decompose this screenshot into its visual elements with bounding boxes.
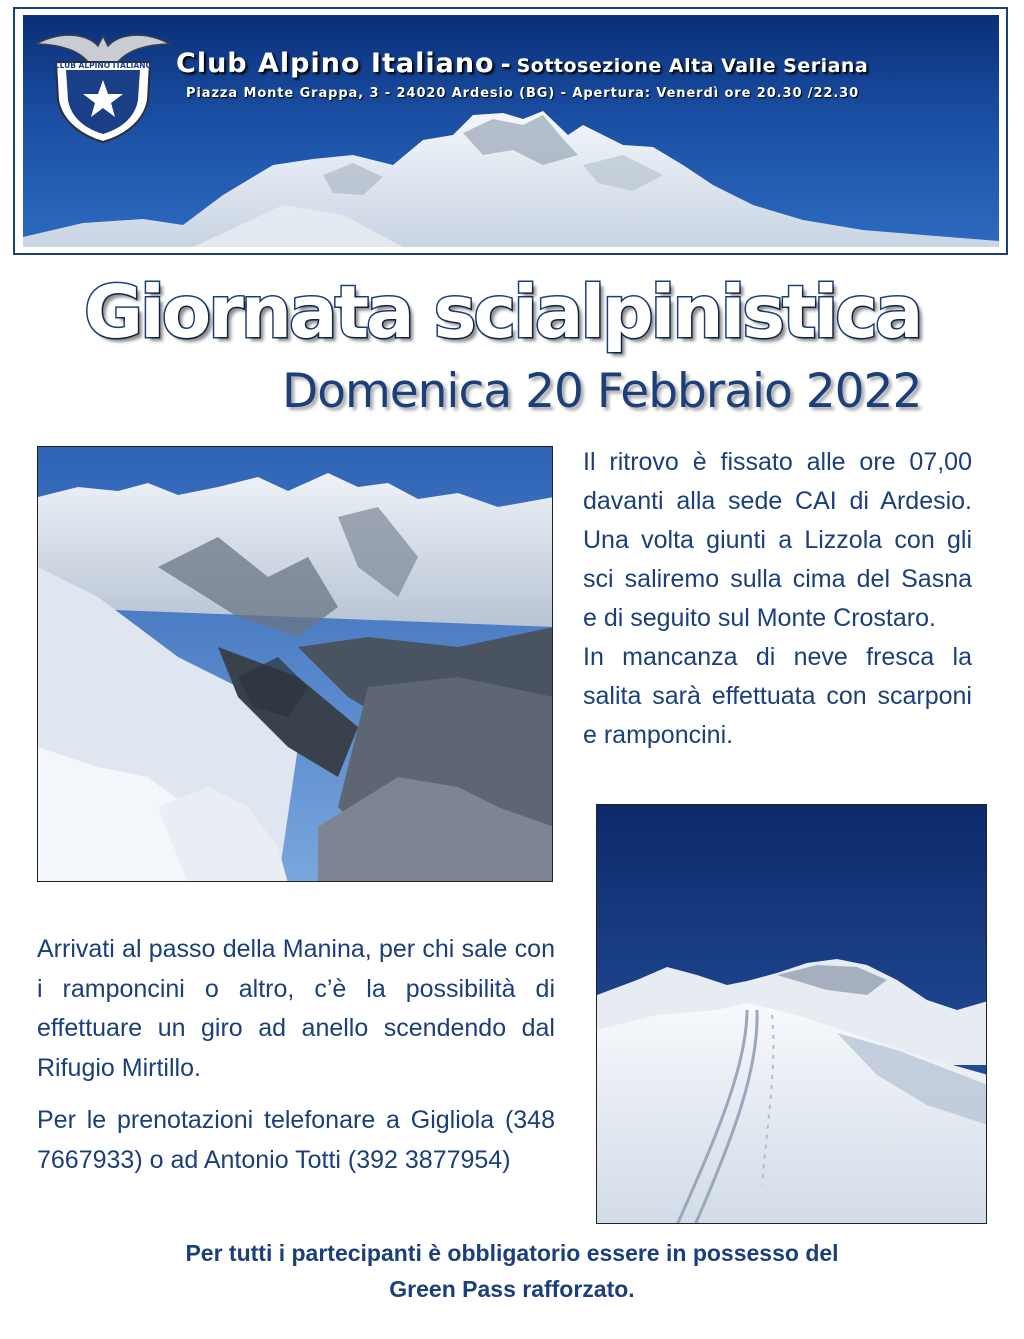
- snow-paragraph: In mancanza di neve fresca la salita sarà effettuata con scarponi e ramponcini.: [583, 643, 972, 749]
- club-name: Club Alpino Italiano: [176, 48, 495, 79]
- event-date: Domenica 20 Febbraio 2022: [282, 364, 922, 419]
- club-heading: [176, 48, 868, 79]
- ski-tracks-photo: [596, 804, 987, 1224]
- loop-paragraph: Arrivati al passo della Manina, per chi sale con i ramponcini o altro, c’è la possibilità di effettuare un giro ad anello scendendo dal Rifugio Mirtillo.: [37, 935, 555, 1082]
- green-pass-line-2: Green Pass rafforzato.: [389, 1276, 635, 1302]
- booking-paragraph: Per le prenotazioni telefonare a Gigliola (348 7667933) o ad Antonio Totti (392 3877954): [37, 1106, 555, 1174]
- meeting-paragraph-block: [583, 443, 972, 755]
- booking-paragraph-block: [37, 1101, 555, 1180]
- green-pass-line-1: Per tutti i partecipanti è obbligatorio essere in possesso del: [185, 1240, 839, 1266]
- valley-photo: [37, 446, 553, 882]
- club-separator: -: [500, 50, 511, 78]
- club-subsection: Sottosezione Alta Valle Seriana: [516, 55, 869, 77]
- cai-logo: [32, 22, 174, 144]
- meeting-paragraph: Il ritrovo è fissato alle ore 07,00 davanti alla sede CAI di Ardesio. Una volta giunti a Lizzola con gli sci saliremo sulla cima del Sasna e di seguito sul Monte Crostaro.: [583, 448, 972, 632]
- green-pass-notice: [0, 1235, 1024, 1307]
- logo-text: CLUB ALPINO ITALIANO: [54, 61, 152, 70]
- club-address: Piazza Monte Grappa, 3 - 24020 Ardesio (BG) - Apertura: Venerdì ore 20.30 /22.30: [186, 86, 860, 101]
- event-title: Giornata scialpinistica: [84, 270, 921, 354]
- loop-paragraph-block: [37, 930, 555, 1088]
